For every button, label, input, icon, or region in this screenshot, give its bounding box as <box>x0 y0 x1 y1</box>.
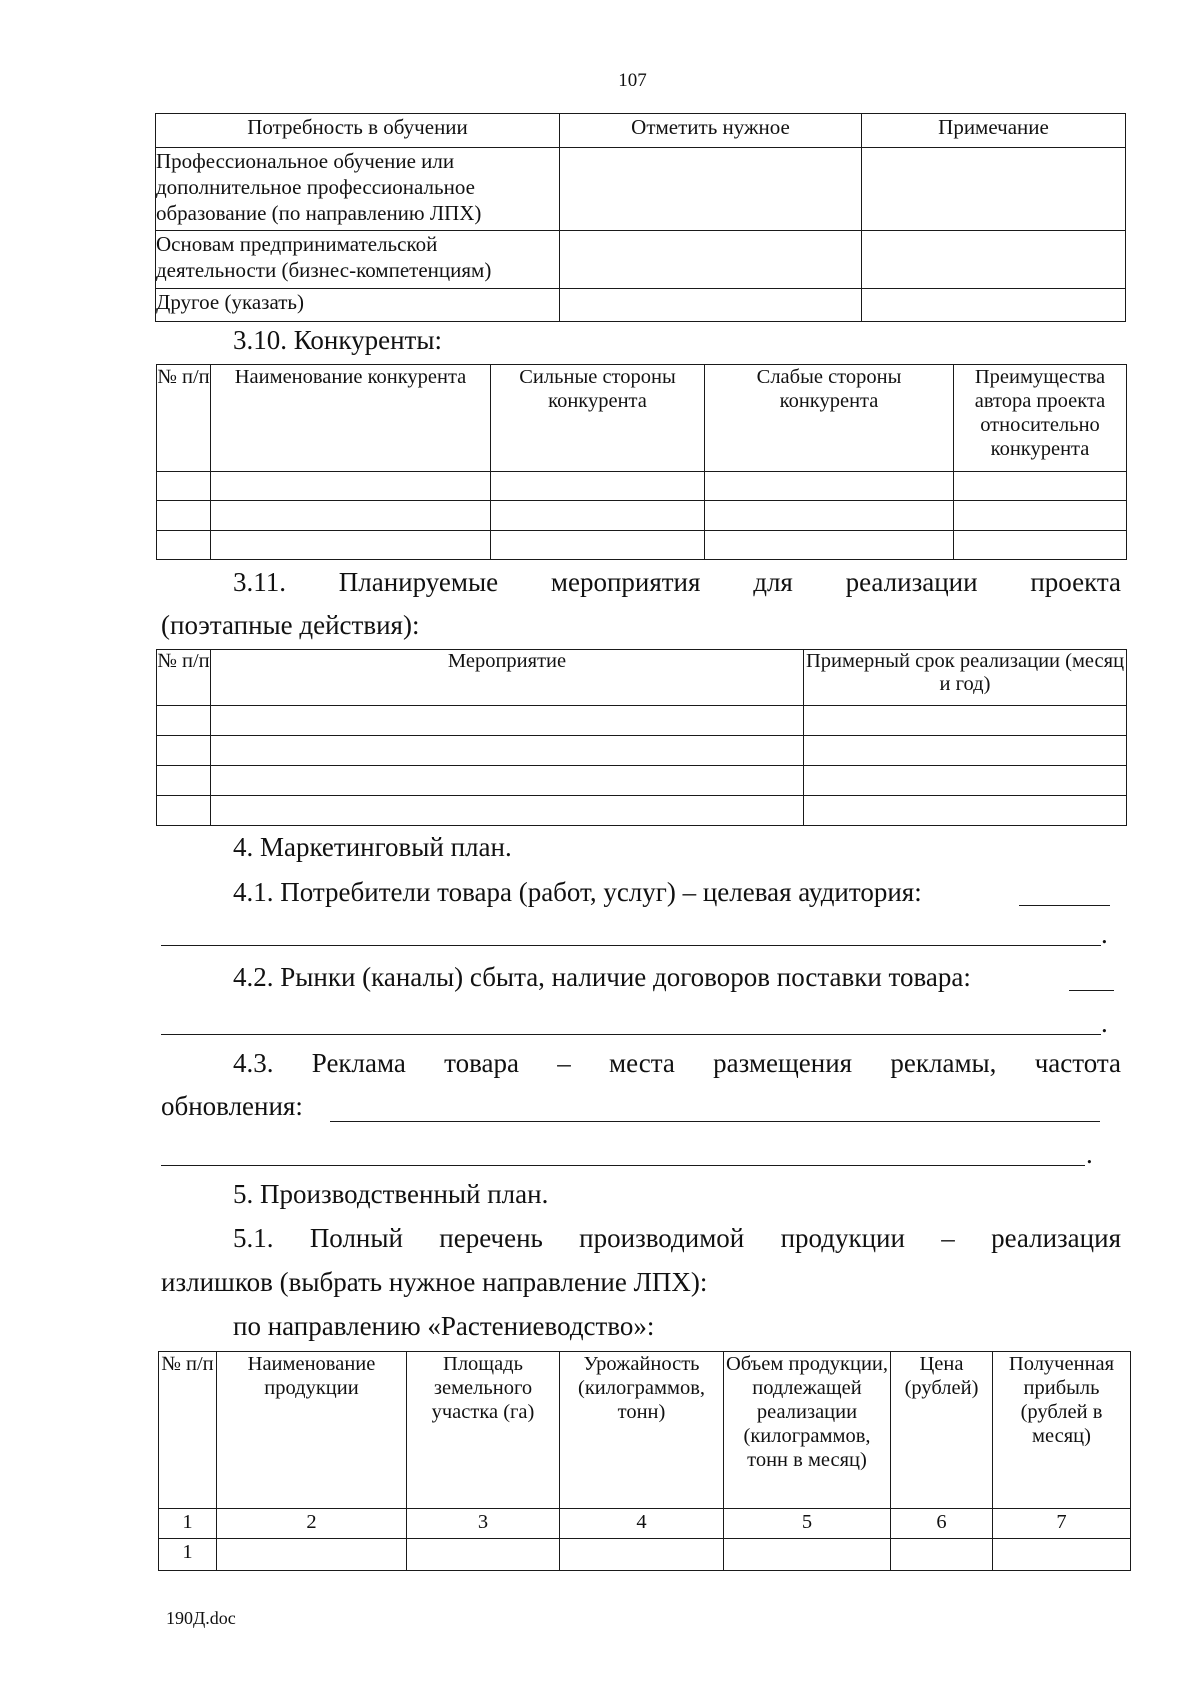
item-5-1 <box>233 1222 1121 1254</box>
empty-cell[interactable] <box>804 796 1127 826</box>
activities-heading-line2: (поэтапные действия): <box>161 610 420 640</box>
header-note: Примечание <box>862 114 1126 148</box>
empty-cell[interactable] <box>157 706 211 736</box>
empty-cell[interactable] <box>407 1539 560 1571</box>
column-number-row <box>159 1509 1131 1539</box>
empty-cell[interactable] <box>157 736 211 766</box>
item-4-3 <box>233 1047 1121 1079</box>
empty-cell[interactable] <box>491 472 705 501</box>
empty-cell[interactable] <box>157 531 211 560</box>
row-number: 1 <box>159 1539 217 1571</box>
empty-cell[interactable] <box>157 472 211 501</box>
item-word: Полный <box>309 1223 403 1253</box>
empty-cell[interactable] <box>211 531 491 560</box>
empty-cell[interactable] <box>491 531 705 560</box>
table-header-row <box>156 114 1126 148</box>
item-4-2: 4.2. Рынки (каналы) сбыта, наличие договоров поставки товара: <box>233 962 971 992</box>
item-word: частота <box>1034 1048 1121 1078</box>
header-yield: Урожайность (килограммов, тонн) <box>560 1352 724 1509</box>
empty-cell[interactable] <box>211 766 804 796</box>
item-word: реализация <box>991 1223 1121 1253</box>
header-competitor-name: Наименование конкурента <box>211 365 491 472</box>
header-training-need: Потребность в обучении <box>156 114 560 148</box>
empty-cell[interactable] <box>954 472 1127 501</box>
answer-line-4-3a[interactable] <box>330 1121 1100 1122</box>
header-number: № п/п <box>157 650 211 706</box>
table-row <box>157 472 1127 501</box>
mark-cell[interactable] <box>560 289 862 322</box>
table-row <box>157 501 1127 531</box>
header-activity: Мероприятие <box>211 650 804 706</box>
item-word: продукции <box>780 1223 905 1253</box>
column-number: 7 <box>993 1509 1131 1539</box>
column-number: 2 <box>217 1509 407 1539</box>
table-row <box>156 289 1126 322</box>
empty-cell[interactable] <box>705 501 954 531</box>
production-plan-title: 5. Производственный план. <box>233 1179 549 1209</box>
item-word: товара <box>444 1048 519 1078</box>
item-word: рекламы, <box>890 1048 997 1078</box>
item-word: 4.3. <box>233 1048 274 1078</box>
training-option-other: Другое (указать) <box>156 289 560 322</box>
table-row <box>157 766 1127 796</box>
empty-cell[interactable] <box>157 766 211 796</box>
header-land-area: Площадь земельного участка (га) <box>407 1352 560 1509</box>
column-number: 3 <box>407 1509 560 1539</box>
training-option-professional: Профессиональное обучение или дополнительное профессиональное образование (по направлению ЛПХ) <box>156 148 560 231</box>
table-row <box>157 736 1127 766</box>
answer-line-4-2b[interactable] <box>161 1034 1101 1035</box>
item-word: места <box>609 1048 675 1078</box>
item-word: – <box>557 1048 571 1078</box>
column-number: 5 <box>724 1509 891 1539</box>
empty-cell[interactable] <box>560 1539 724 1571</box>
item-word: 5.1. <box>233 1223 274 1253</box>
item-word: размещения <box>713 1048 853 1078</box>
production-table <box>158 1351 1131 1571</box>
table-row <box>157 796 1127 826</box>
activities-table <box>156 649 1127 826</box>
empty-cell[interactable] <box>804 736 1127 766</box>
header-volume: Объем продукции, подлежащей реализации (килограммов, тонн в месяц) <box>724 1352 891 1509</box>
header-weaknesses: Слабые стороны конкурента <box>705 365 954 472</box>
note-cell[interactable] <box>862 148 1126 231</box>
header-advantages: Преимущества автора проекта относительно конкурента <box>954 365 1127 472</box>
item-word: Реклама <box>311 1048 406 1078</box>
column-number: 4 <box>560 1509 724 1539</box>
line-end-period: . <box>1101 919 1108 949</box>
mark-cell[interactable] <box>560 231 862 289</box>
empty-cell[interactable] <box>217 1539 407 1571</box>
mark-cell[interactable] <box>560 148 862 231</box>
table-row <box>157 706 1127 736</box>
header-strengths: Сильные стороны конкурента <box>491 365 705 472</box>
empty-cell[interactable] <box>491 501 705 531</box>
table-row <box>156 231 1126 289</box>
note-cell[interactable] <box>862 289 1126 322</box>
empty-cell[interactable] <box>211 706 804 736</box>
item-word: производимой <box>579 1223 745 1253</box>
answer-line-4-1a[interactable] <box>1019 905 1110 906</box>
item-word: – <box>941 1223 955 1253</box>
empty-cell[interactable] <box>705 472 954 501</box>
table-header-row <box>157 650 1127 706</box>
header-profit: Полученная прибыль (рублей в месяц) <box>993 1352 1131 1509</box>
empty-cell[interactable] <box>211 501 491 531</box>
note-cell[interactable] <box>862 231 1126 289</box>
answer-line-4-1b[interactable] <box>161 945 1101 946</box>
heading-word: 3.11. <box>233 567 286 597</box>
empty-cell[interactable] <box>211 796 804 826</box>
empty-cell[interactable] <box>157 796 211 826</box>
header-timeline: Примерный срок реализации (месяц и год) <box>804 650 1127 706</box>
empty-cell[interactable] <box>804 766 1127 796</box>
empty-cell[interactable] <box>724 1539 891 1571</box>
table-header-row <box>157 365 1127 472</box>
empty-cell[interactable] <box>211 472 491 501</box>
empty-cell[interactable] <box>954 501 1127 531</box>
empty-cell[interactable] <box>804 706 1127 736</box>
empty-cell[interactable] <box>157 501 211 531</box>
column-number: 1 <box>159 1509 217 1539</box>
column-number: 6 <box>891 1509 993 1539</box>
competitors-heading: 3.10. Конкуренты: <box>233 325 442 355</box>
line-end-period: . <box>1101 1008 1108 1038</box>
page-number: 107 <box>618 70 647 91</box>
empty-cell[interactable] <box>705 531 954 560</box>
empty-cell[interactable] <box>891 1539 993 1571</box>
header-number: № п/п <box>159 1352 217 1509</box>
header-mark-needed: Отметить нужное <box>560 114 862 148</box>
line-end-period: . <box>1086 1139 1093 1169</box>
item-word: перечень <box>439 1223 543 1253</box>
header-number: № п/п <box>157 365 211 472</box>
answer-line-4-3b[interactable] <box>161 1165 1085 1166</box>
table-row <box>157 531 1127 560</box>
empty-cell[interactable] <box>954 531 1127 560</box>
empty-cell[interactable] <box>211 736 804 766</box>
answer-line-4-2a[interactable] <box>1069 990 1114 991</box>
training-option-business: Основам предпринимательской деятельности (бизнес-компетенциям) <box>156 231 560 289</box>
table-row <box>159 1539 1131 1571</box>
heading-word: проекта <box>1030 567 1121 597</box>
activities-heading <box>233 566 1121 598</box>
marketing-plan-title: 4. Маркетинговый план. <box>233 832 512 862</box>
table-row <box>156 148 1126 231</box>
footer-filename: 190Д.doc <box>166 1608 236 1628</box>
heading-word: мероприятия <box>550 567 701 597</box>
item-4-1: 4.1. Потребители товара (работ, услуг) – целевая аудитория: <box>233 877 922 907</box>
competitors-table <box>156 364 1127 560</box>
training-needs-table <box>155 113 1126 322</box>
heading-word: для <box>753 567 793 597</box>
item-5-1-line2: излишков (выбрать нужное направление ЛПХ): <box>161 1267 708 1297</box>
item-4-3-line2: обновления: <box>161 1091 303 1121</box>
header-price: Цена (рублей) <box>891 1352 993 1509</box>
heading-word: реализации <box>845 567 978 597</box>
empty-cell[interactable] <box>993 1539 1131 1571</box>
heading-word: Планируемые <box>338 567 499 597</box>
table-header-row <box>159 1352 1131 1509</box>
header-product-name: Наименование продукции <box>217 1352 407 1509</box>
direction-heading: по направлению «Растениеводство»: <box>233 1311 655 1341</box>
